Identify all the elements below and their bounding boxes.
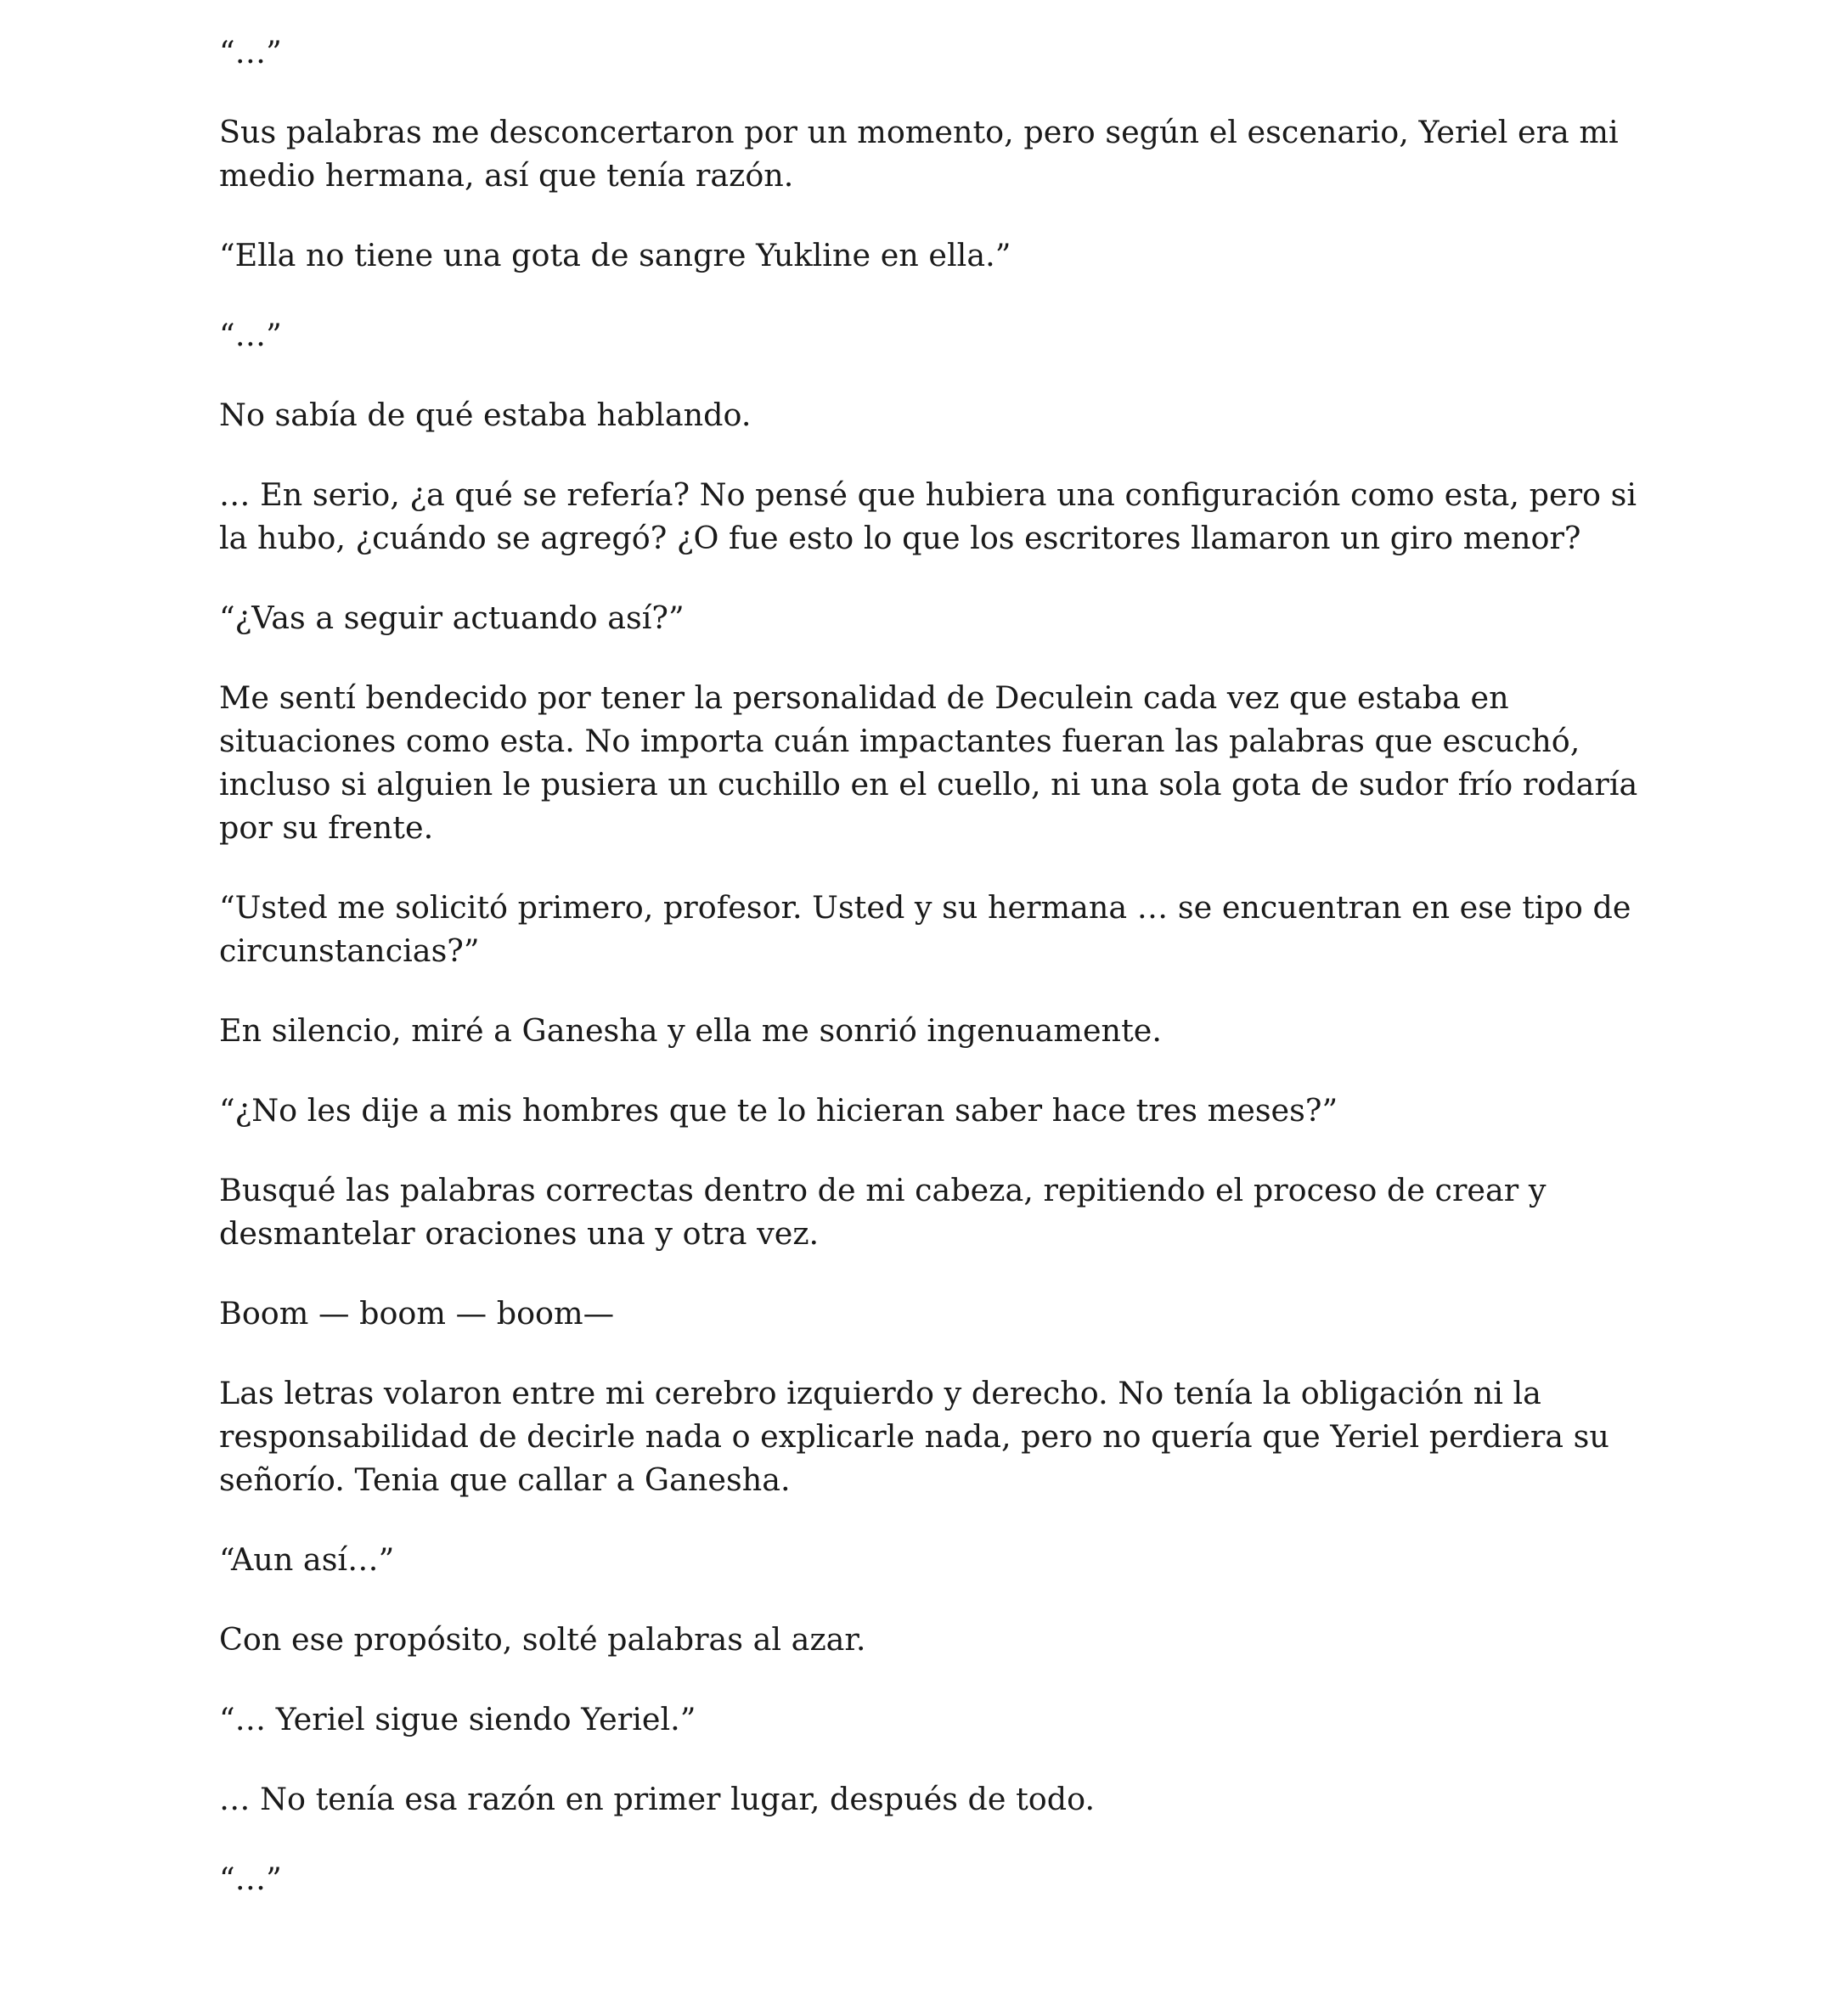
paragraph-19: “…”: [219, 1861, 282, 1897]
paragraph-16: Con ese propósito, solté palabras al azar.: [219, 1621, 866, 1658]
paragraph-18: … No tenía esa razón en primer lugar, después de todo.: [219, 1781, 1096, 1817]
paragraph-14: Las letras volaron entre mi cerebro izquierdo y derecho. No tenía la obligación ni la responsabilidad de decirle nada o explicarle nada, pero no quería que Yeriel perdiera su señorío. Tenia que callar a Ganesha.: [219, 1375, 1609, 1498]
paragraph-9: “Usted me solicitó primero, profesor. Usted y su hermana … se encuentran en ese tipo de circunstancias?”: [219, 889, 1631, 969]
paragraph-15: “Aun así…”: [219, 1541, 395, 1578]
document-page: [219, 31, 1663, 1937]
paragraph-3: “Ella no tiene una gota de sangre Yukline en ella.”: [219, 237, 1011, 273]
paragraph-13: Boom — boom — boom—: [219, 1295, 615, 1332]
paragraph-12: Busqué las palabras correctas dentro de mi cabeza, repitiendo el proceso de crear y desmantelar oraciones una y otra vez.: [219, 1172, 1547, 1252]
paragraph-1: “…”: [219, 34, 282, 70]
paragraph-6: … En serio, ¿a qué se refería? No pensé que hubiera una configuración como esta, pero si la hubo, ¿cuándo se agregó? ¿O fue esto lo que los escritores llamaron un giro menor?: [219, 476, 1637, 556]
paragraph-4: “…”: [219, 317, 282, 353]
paragraph-5: No sabía de qué estaba hablando.: [219, 397, 752, 433]
paragraph-10: En silencio, miré a Ganesha y ella me sonrió ingenuamente.: [219, 1012, 1162, 1049]
paragraph-8: Me sentí bendecido por tener la personalidad de Deculein cada vez que estaba en situaciones como esta. No importa cuán impactantes fueran las palabras que escuchó, incluso si alguien le pusiera un cuchillo en el cuello, ni una sola gota de sudor frío rodaría por su frente.: [219, 679, 1638, 846]
paragraph-11: “¿No les dije a mis hombres que te lo hicieran saber hace tres meses?”: [219, 1092, 1338, 1129]
paragraph-2: Sus palabras me desconcertaron por un momento, pero según el escenario, Yeriel era mi medio hermana, así que tenía razón.: [219, 114, 1619, 194]
paragraph-17: “… Yeriel sigue siendo Yeriel.”: [219, 1701, 696, 1737]
paragraph-7: “¿Vas a seguir actuando así?”: [219, 600, 685, 636]
